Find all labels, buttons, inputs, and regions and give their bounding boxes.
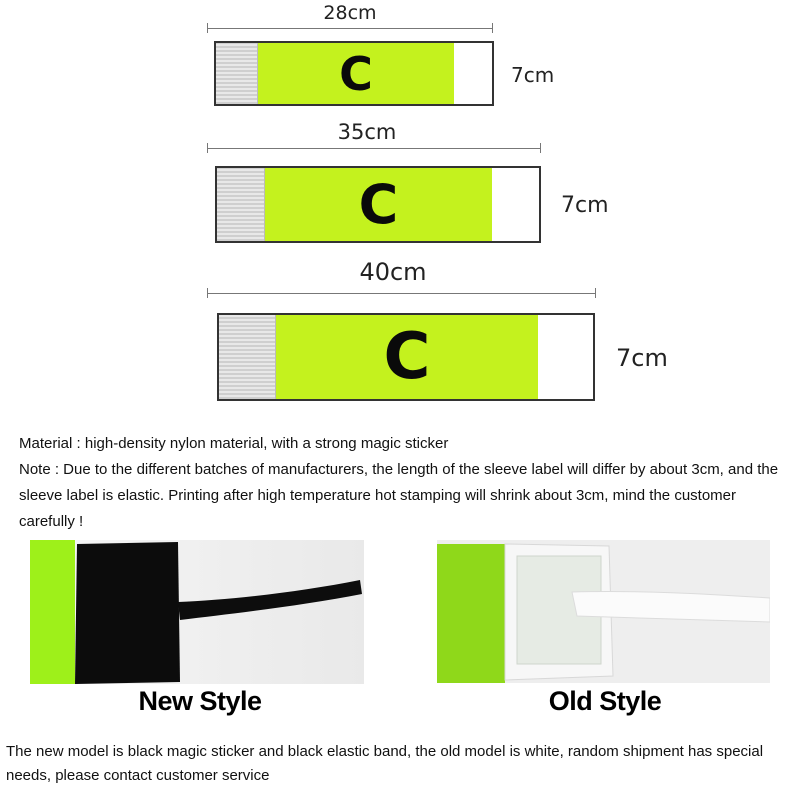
white-end [538, 315, 593, 399]
dimension-tick [492, 23, 493, 33]
old-style-photo [437, 540, 770, 683]
dimension-tick [595, 288, 596, 298]
old-style-illustration [437, 540, 770, 683]
armband-35 [215, 166, 541, 243]
velcro-strip [219, 315, 276, 399]
material-note-block [19, 431, 789, 535]
green-panel [265, 168, 492, 241]
dimension-tick [207, 23, 208, 33]
white-end [492, 168, 539, 241]
captain-letter: C [358, 173, 399, 236]
captain-letter: C [339, 46, 373, 101]
height-label-40: 7cm [616, 344, 668, 372]
material-text: Material : high-density nylon material, with a strong magic sticker [19, 435, 449, 452]
green-panel [276, 315, 538, 399]
captain-letter: C [383, 320, 431, 394]
white-end [454, 43, 492, 104]
footer-text: The new model is black magic sticker and black elastic band, the old model is white, random shipment has special needs, please contact customer service [6, 743, 764, 784]
velcro-strip [216, 43, 258, 104]
velcro-strip [217, 168, 265, 241]
height-label-28: 7cm [511, 63, 555, 87]
green-panel [258, 43, 454, 104]
new-style-label: New Style [138, 686, 262, 716]
dimension-line-40 [207, 293, 596, 294]
note-text: Note : Due to the different batches of manufacturers, the length of the sleeve label will differ by about 3cm, and the sleeve label is elastic. Printing after high temperature hot stamping will shrink about 3cm, mind the customer carefully ! [19, 461, 779, 530]
new-style-illustration [30, 540, 364, 684]
old-style-label: Old Style [548, 686, 662, 716]
dimension-line-28 [207, 28, 493, 29]
armband-40 [217, 313, 595, 401]
new-style-photo [30, 540, 364, 684]
width-label-35: 35cm [337, 120, 397, 144]
footer-note [6, 740, 791, 788]
dimension-tick [207, 143, 208, 153]
dimension-line-35 [207, 148, 541, 149]
dimension-tick [207, 288, 208, 298]
armband-28 [214, 41, 494, 106]
width-label-28: 28cm [323, 2, 377, 24]
dimension-tick [540, 143, 541, 153]
height-label-35: 7cm [561, 193, 609, 218]
width-label-40: 40cm [359, 258, 427, 286]
